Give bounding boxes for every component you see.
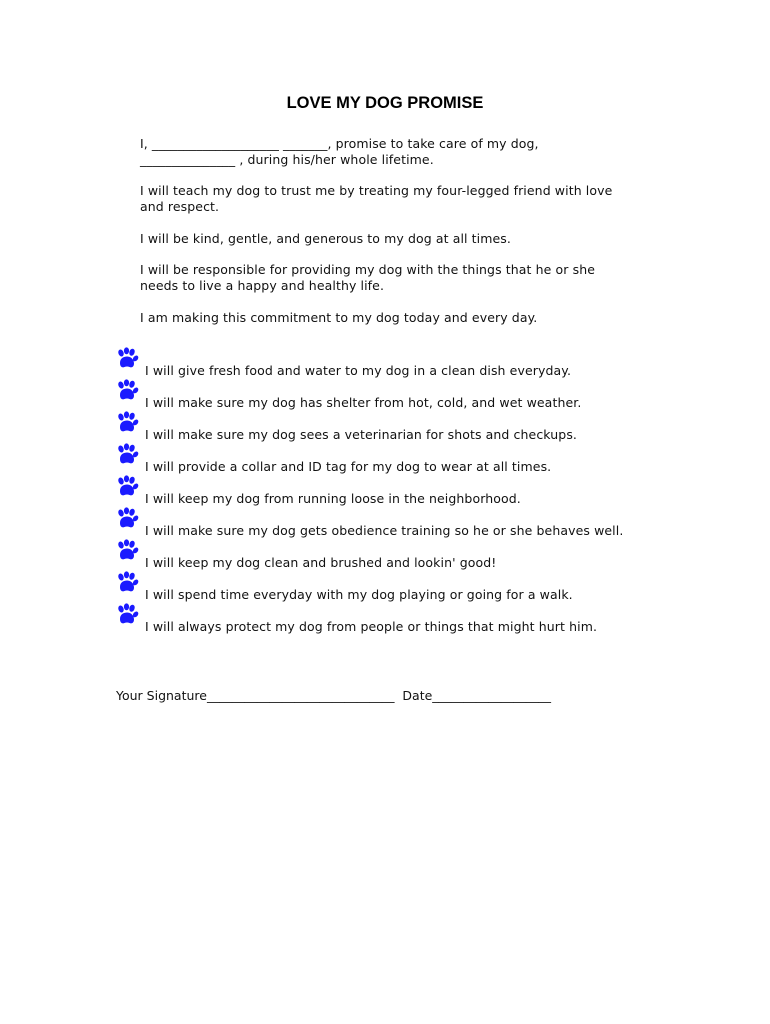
- paw-print-icon: [115, 571, 139, 597]
- document-title: LOVE MY DOG PROMISE: [286, 94, 484, 112]
- promise-item: [115, 571, 675, 603]
- promise-text: I will keep my dog clean and brushed and lookin' good!: [145, 555, 497, 570]
- paragraph-trust: [140, 183, 640, 215]
- paw-print-icon: [115, 475, 139, 501]
- paw-print-icon: [115, 411, 139, 437]
- paragraph-line: I am making this commitment to my dog today and every day.: [140, 310, 538, 325]
- paw-print-icon: [115, 507, 139, 533]
- promise-text: I will spend time everyday with my dog playing or going for a walk.: [145, 587, 573, 602]
- paragraph-line: I will be kind, gentle, and generous to my dog at all times.: [140, 231, 511, 246]
- intro-line: I, ____________________ _______, promise to take care of my dog,: [140, 136, 539, 151]
- promise-text: I will make sure my dog gets obedience training so he or she behaves well.: [145, 523, 624, 538]
- promise-item: [115, 411, 675, 443]
- paw-print-icon: [115, 539, 139, 565]
- paragraph-line: I will be responsible for providing my dog with the things that he or she: [140, 262, 596, 277]
- signature-line: Your Signature______________________________: [116, 688, 395, 703]
- promise-item: [115, 443, 675, 475]
- paw-print-icon: [115, 347, 139, 373]
- paw-print-icon: [115, 603, 139, 629]
- paragraph-line: I will teach my dog to trust me by treating my four-legged friend with love: [140, 183, 613, 198]
- paw-print-icon: [115, 379, 139, 405]
- promise-text: I will provide a collar and ID tag for my dog to wear at all times.: [145, 459, 552, 474]
- promise-item: [115, 507, 675, 539]
- promise-item: [115, 347, 675, 379]
- promise-text: I will always protect my dog from people or things that might hurt him.: [145, 619, 598, 634]
- promise-text: I will make sure my dog sees a veterinarian for shots and checkups.: [145, 427, 577, 442]
- paw-print-icon: [115, 443, 139, 469]
- paragraph-kind: [140, 231, 640, 247]
- paragraph-commitment: [140, 310, 640, 326]
- promise-item: [115, 475, 675, 507]
- intro-line: _______________ , during his/her whole lifetime.: [140, 152, 434, 167]
- signature-row: [116, 688, 551, 704]
- promise-item: [115, 379, 675, 411]
- promise-item: [115, 603, 675, 635]
- date-line: Date___________________: [402, 688, 552, 703]
- promise-text: I will keep my dog from running loose in the neighborhood.: [145, 491, 521, 506]
- paragraph-responsible: [140, 262, 640, 294]
- intro-paragraph: [140, 136, 640, 168]
- paragraph-line: needs to live a happy and healthy life.: [140, 278, 385, 293]
- paragraph-line: and respect.: [140, 199, 220, 214]
- promise-text: I will give fresh food and water to my dog in a clean dish everyday.: [145, 363, 572, 378]
- promise-item: [115, 539, 675, 571]
- promise-text: I will make sure my dog has shelter from hot, cold, and wet weather.: [145, 395, 582, 410]
